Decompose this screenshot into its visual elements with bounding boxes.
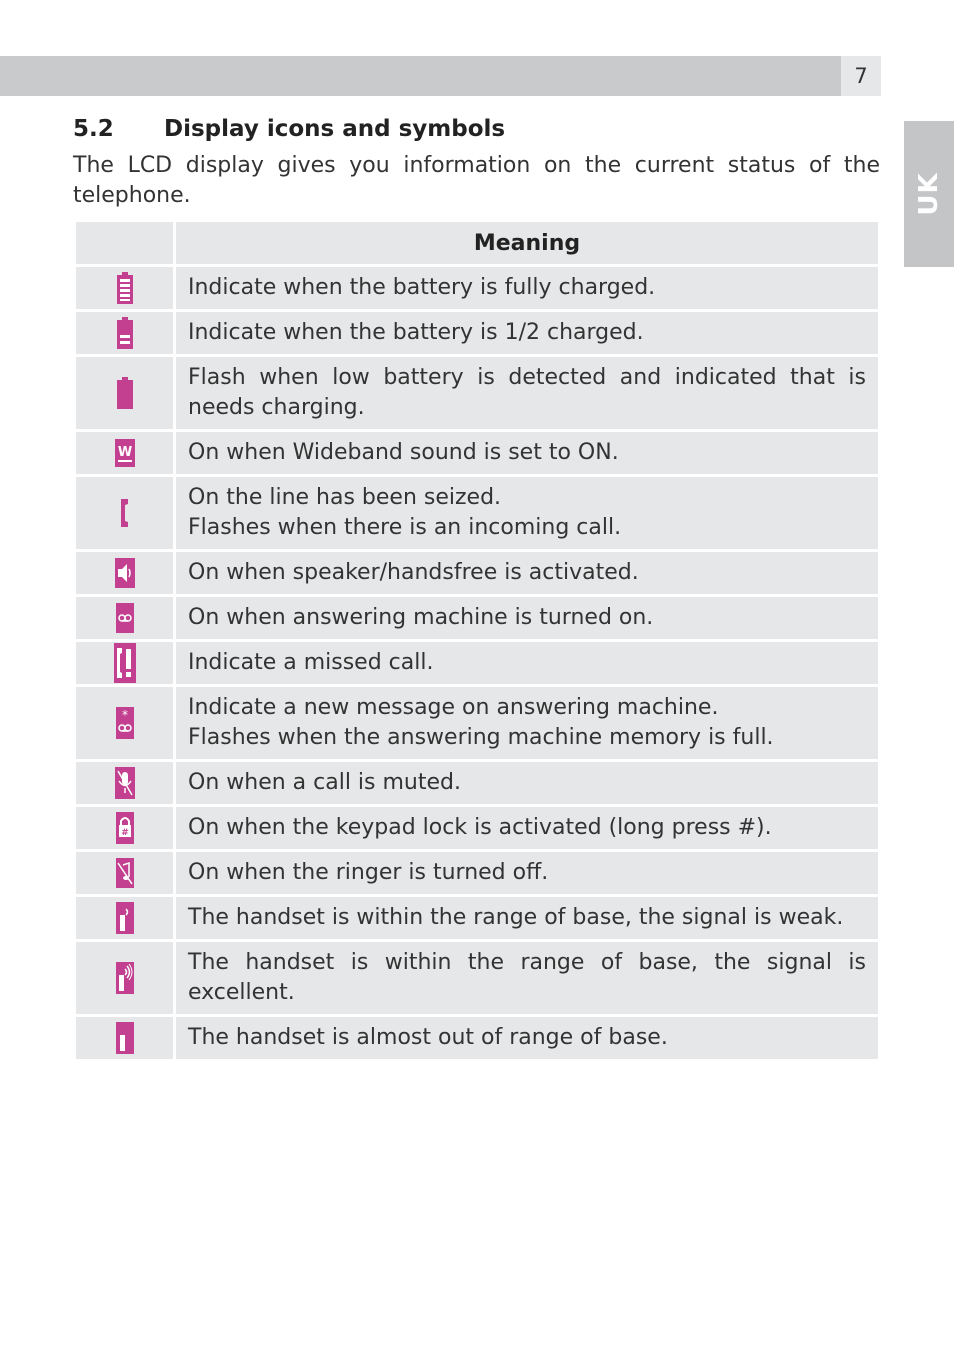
meaning-text: Flashes when the answering machine memory is full.	[188, 725, 774, 750]
table-row	[76, 267, 878, 309]
table-row	[76, 642, 878, 684]
meaning-cell	[176, 642, 878, 684]
table-row	[76, 1017, 878, 1059]
meaning-text: The handset is almost out of range of base.	[188, 1025, 668, 1050]
meaning-cell	[176, 552, 878, 594]
meaning-text: The handset is within the range of base, the signal is weak.	[188, 905, 844, 930]
icon-cell	[76, 432, 173, 474]
meaning-cell	[176, 357, 878, 429]
svg-text:*: *	[121, 708, 128, 722]
meaning-cell	[176, 597, 878, 639]
meaning-cell	[176, 897, 878, 939]
icon-cell	[76, 357, 173, 429]
icon-cell	[76, 762, 173, 804]
meaning-text: On the line has been seized.	[188, 485, 502, 510]
section-heading	[73, 116, 773, 142]
meaning-text: Indicate when the battery is fully charged.	[188, 275, 656, 300]
icon-cell	[76, 477, 173, 549]
table-row	[76, 357, 878, 429]
icon-cell	[76, 897, 173, 939]
meaning-cell	[176, 477, 878, 549]
meaning-cell	[176, 942, 878, 1014]
table-row	[76, 897, 878, 939]
meaning-cell	[176, 267, 878, 309]
answering-machine-icon	[76, 602, 173, 634]
section-number: 5.2	[73, 116, 114, 142]
meaning-text: On when a call is muted.	[188, 770, 461, 795]
icon-cell	[76, 312, 173, 354]
table-row	[76, 687, 878, 759]
icon-cell	[76, 597, 173, 639]
meaning-cell	[176, 312, 878, 354]
meaning-text: On when answering machine is turned on.	[188, 605, 654, 630]
meaning-cell	[176, 762, 878, 804]
meaning-text: Indicate a missed call.	[188, 650, 434, 675]
table-row	[76, 552, 878, 594]
battery-low-icon	[76, 376, 173, 410]
meaning-text: On when the ringer is turned off.	[188, 860, 549, 885]
speaker-icon	[76, 557, 173, 589]
new-message-icon	[76, 706, 173, 740]
header-bar	[0, 56, 841, 96]
svg-text:#: #	[120, 828, 129, 838]
battery-full-icon	[76, 271, 173, 305]
table-body	[76, 267, 878, 1059]
meaning-text: Indicate a new message on answering machine.	[188, 695, 719, 720]
header-meaning-cell: Meaning	[176, 222, 878, 264]
meaning-text: The handset is within the range of base, the signal is excellent.	[188, 950, 866, 1005]
icon-cell	[76, 642, 173, 684]
table-header-row	[76, 222, 878, 264]
line-seized-icon	[76, 496, 173, 530]
meaning-text: On when speaker/handsfree is activated.	[188, 560, 639, 585]
table-row	[76, 762, 878, 804]
icon-cell	[76, 267, 173, 309]
svg-text:W: W	[117, 445, 132, 460]
table-row	[76, 942, 878, 1014]
wideband-icon	[76, 438, 173, 468]
display-icons-table	[73, 219, 881, 1062]
section-intro: The LCD display gives you information on the current status of the telephone.	[73, 153, 880, 208]
meaning-cell	[176, 852, 878, 894]
icon-cell	[76, 1017, 173, 1059]
meaning-cell	[176, 432, 878, 474]
header-icon-cell	[76, 222, 173, 264]
icon-cell	[76, 852, 173, 894]
language-tab	[904, 121, 954, 267]
mute-icon	[76, 766, 173, 800]
battery-half-icon	[76, 316, 173, 350]
page-number	[841, 56, 881, 96]
missed-call-icon	[76, 642, 173, 684]
meaning-text: On when the keypad lock is activated (long press #).	[188, 815, 772, 840]
out-of-range-icon	[76, 1021, 173, 1055]
icon-cell	[76, 687, 173, 759]
meaning-text: Flash when low battery is detected and indicated that is needs charging.	[188, 365, 866, 420]
page-number-text: 7	[854, 64, 868, 88]
table-row	[76, 597, 878, 639]
table-row	[76, 312, 878, 354]
table-row	[76, 477, 878, 549]
meaning-cell	[176, 1017, 878, 1059]
meaning-cell	[176, 807, 878, 849]
keypad-lock-icon	[76, 811, 173, 845]
meaning-cell	[176, 687, 878, 759]
icon-cell	[76, 942, 173, 1014]
icon-cell	[76, 807, 173, 849]
signal-weak-icon	[76, 901, 173, 935]
meaning-text: Flashes when there is an incoming call.	[188, 515, 622, 540]
icon-cell	[76, 552, 173, 594]
meaning-text: On when Wideband sound is set to ON.	[188, 440, 619, 465]
meaning-text: Indicate when the battery is 1/2 charged.	[188, 320, 644, 345]
section-title: Display icons and symbols	[164, 116, 506, 142]
signal-excellent-icon	[76, 961, 173, 995]
table-row	[76, 852, 878, 894]
language-tab-label: UK	[914, 172, 944, 216]
ringer-off-icon	[76, 857, 173, 889]
table-row	[76, 432, 878, 474]
table-row	[76, 807, 878, 849]
